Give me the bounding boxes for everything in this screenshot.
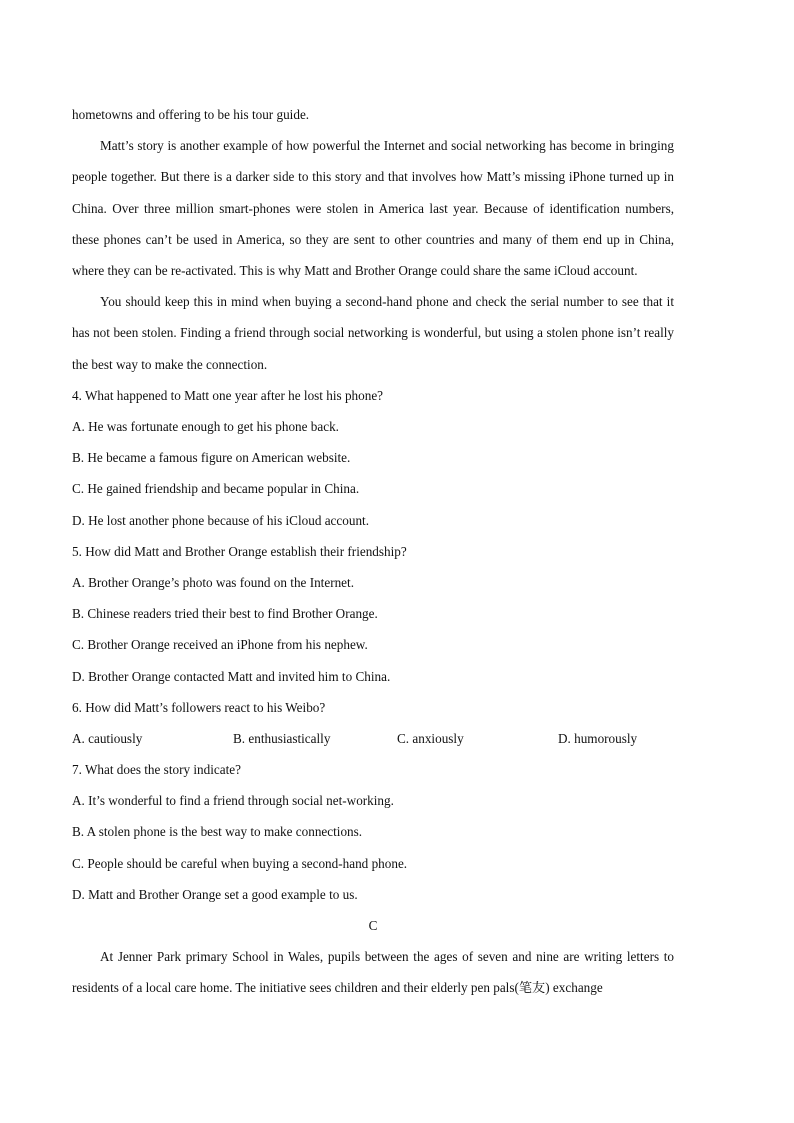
question-4 — [72, 380, 674, 536]
option-c: C. People should be careful when buying a second-hand phone. — [72, 855, 408, 871]
paragraph-advice: You should keep this in mind when buying a second-hand phone and check the serial number to see that it has not been stolen. Finding a friend through social networking is wonderful, but using a stolen phone isn’t really the best way to make the connection. — [72, 294, 674, 372]
paragraph-passage-c: At Jenner Park primary School in Wales, pupils between the ages of seven and nine are writing letters to residents of a local care home. The initiative sees children and their elderly pen pals(笔友) exchange — [72, 949, 674, 996]
option-b: B. A stolen phone is the best way to make connections. — [72, 824, 363, 840]
page-content — [72, 99, 674, 1004]
question-stem: 5. How did Matt and Brother Orange establish their friendship? — [72, 543, 407, 559]
option-c: C. He gained friendship and became popular in China. — [72, 481, 360, 497]
option-b: B. enthusiastically — [233, 730, 331, 746]
option-a: A. cautiously — [72, 730, 143, 746]
option-d: D. Matt and Brother Orange set a good example to us. — [72, 886, 358, 902]
paragraph-internet-power: Matt’s story is another example of how powerful the Internet and social networking has become in bringing people together. But there is a darker side to this story and that involves how Matt’s missing iPhone turned up in China. Over three million smart-phones were stolen in America last year. Because of identification numbers, these phones can’t be used in America, so they are sent to other countries and many of them end up in China, where they can be re-activated. This is why Matt and Brother Orange could share the same iCloud account. — [72, 138, 674, 278]
option-a: A. Brother Orange’s photo was found on the Internet. — [72, 574, 354, 590]
option-d: D. humorously — [558, 730, 638, 746]
option-a: A. It’s wonderful to find a friend through social net-working. — [72, 793, 394, 809]
question-7 — [72, 754, 674, 910]
option-b: B. Chinese readers tried their best to find Brother Orange. — [72, 606, 378, 622]
section-heading-c: C — [368, 918, 378, 933]
option-d: D. Brother Orange contacted Matt and invited him to China. — [72, 668, 391, 684]
question-stem: 4. What happened to Matt one year after he lost his phone? — [72, 387, 384, 403]
question-6 — [72, 692, 674, 754]
question-stem: 7. What does the story indicate? — [72, 762, 241, 778]
continued-line: hometowns and offering to be his tour guide. — [72, 107, 310, 122]
question-5 — [72, 536, 674, 692]
question-stem: 6. How did Matt’s followers react to his Weibo? — [72, 699, 326, 715]
option-c: C. anxiously — [397, 730, 464, 746]
option-b: B. He became a famous figure on American website. — [72, 450, 351, 466]
option-a: A. He was fortunate enough to get his phone back. — [72, 419, 339, 434]
option-d: D. He lost another phone because of his iCloud account. — [72, 512, 370, 528]
option-c: C. Brother Orange received an iPhone from his nephew. — [72, 637, 368, 653]
options-row — [72, 723, 674, 754]
